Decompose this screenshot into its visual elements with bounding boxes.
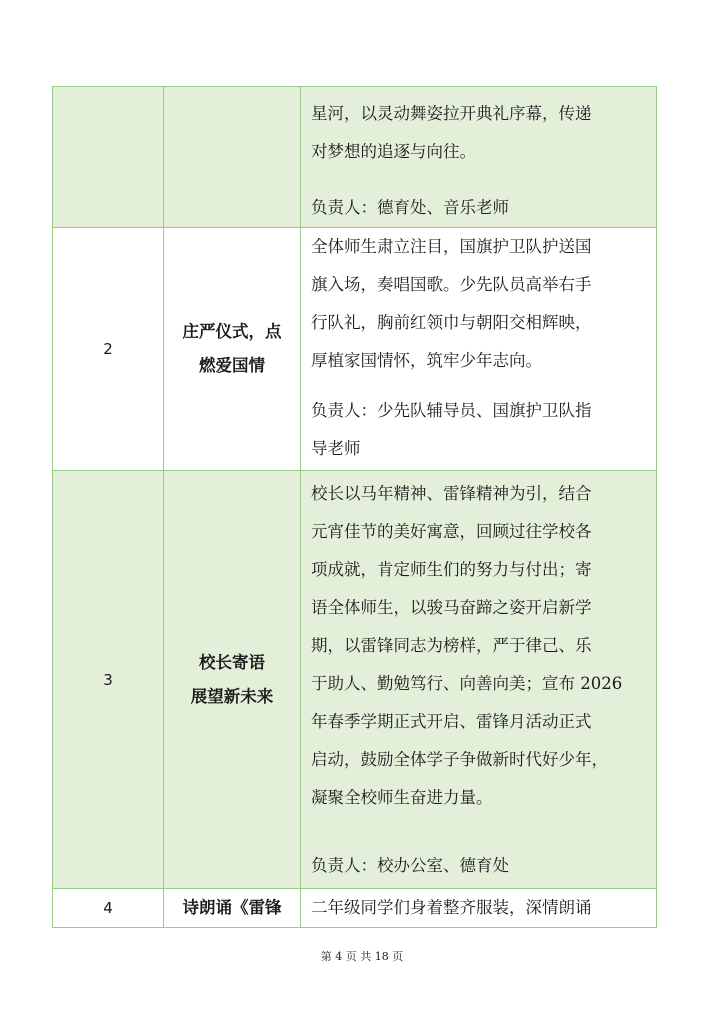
content-line: 元宵佳节的美好寓意，回顾过往学校各 (311, 522, 592, 541)
content-line: 星河，以灵动舞姿拉开典礼序幕，传递 (311, 104, 592, 123)
content-line: 对梦想的追逐与向往。 (311, 142, 476, 161)
content-line: 语全体师生，以骏马奋蹄之姿开启新学 (311, 598, 592, 617)
content-line: 校长以马年精神、雷锋精神为引，结合 (311, 484, 592, 503)
row-content (301, 87, 657, 228)
owner-line: 负责人：校办公室、德育处 (311, 856, 509, 875)
owner-line: 导老师 (311, 439, 361, 458)
row-title (164, 87, 301, 228)
table-row (53, 228, 657, 471)
title-line: 庄严仪式，点 (182, 322, 282, 341)
content-line: 年春季学期正式开启、雷锋月活动正式 (311, 712, 592, 731)
owner-line: 负责人：少先队辅导员、国旗护卫队指 (311, 401, 592, 420)
title-line: 校长寄语 (199, 652, 265, 672)
content-line: 行队礼，胸前红领巾与朝阳交相辉映， (311, 313, 592, 332)
table-row (53, 87, 657, 228)
row-content (301, 889, 657, 928)
content-line: 启动，鼓励全体学子争做新时代好少年， (311, 750, 608, 769)
content-line: 于助人、勤勉笃行、向善向美；宣布 2026 (311, 674, 623, 693)
content-line: 凝聚全校师生奋进力量。 (311, 788, 493, 807)
content-line: 旗入场，奏唱国歌。少先队员高举右手 (311, 275, 592, 294)
content-line: 项成就，肯定师生们的努力与付出；寄 (311, 560, 592, 579)
title-line: 燃爱国情 (199, 356, 265, 375)
row-content (301, 471, 657, 889)
row-title (164, 228, 301, 471)
row-title (164, 889, 301, 928)
content-line: 期，以雷锋同志为榜样，严于律己、乐 (311, 636, 592, 655)
title-line: 诗朗诵《雷锋 (182, 898, 282, 917)
owner-line: 负责人：德育处、音乐老师 (311, 198, 509, 217)
page-footer: 第 4 页 共 18 页 (320, 950, 404, 963)
table-row (53, 471, 657, 889)
row-number: 2 (53, 228, 164, 471)
row-content (301, 228, 657, 471)
row-number: 3 (53, 471, 164, 889)
activity-table (52, 86, 657, 928)
row-number (53, 87, 164, 228)
content-line: 二年级同学们身着整齐服装，深情朗诵 (311, 898, 592, 917)
row-title (164, 471, 301, 889)
row-number: 4 (53, 889, 164, 928)
table-row (53, 889, 657, 928)
content-line: 厚植家国情怀，筑牢少年志向。 (311, 351, 542, 370)
title-line: 展望新未来 (190, 686, 274, 706)
content-line: 全体师生肃立注目，国旗护卫队护送国 (311, 237, 592, 256)
